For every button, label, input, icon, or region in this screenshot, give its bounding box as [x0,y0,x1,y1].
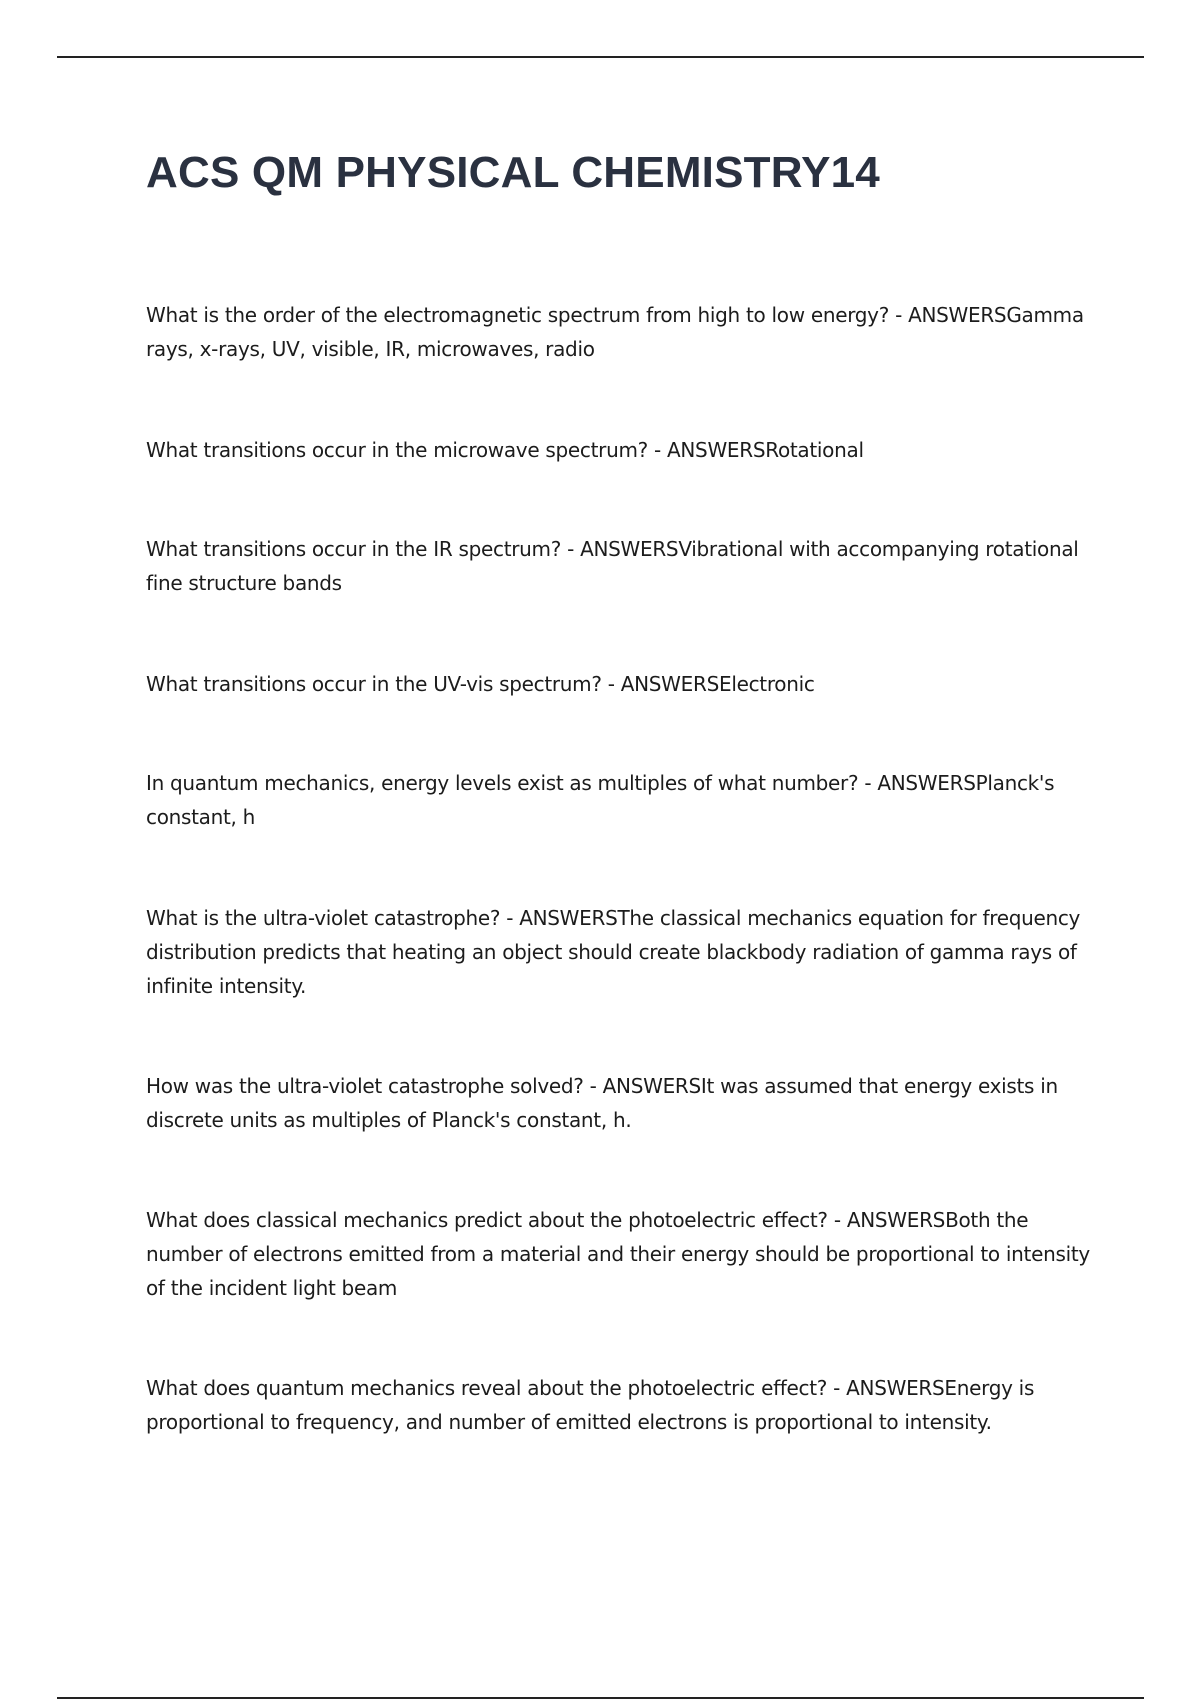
separator: - [889,303,909,327]
answer-text: Planck's constant, h [146,771,1055,829]
answer-text: It was assumed that energy exists in discrete units as multiples of Planck's constant, h. [146,1074,1058,1132]
question-text: What does classical mechanics predict about the photoelectric effect? [146,1208,828,1232]
answer-prefix: ANSWERS [602,1074,701,1098]
qa-entry-4 [146,667,1096,701]
answer-prefix: ANSWERS [846,1376,945,1400]
document-title: ACS QM PHYSICAL CHEMISTRY14 [146,148,880,197]
separator: - [858,771,878,795]
question-text: How was the ultra-violet catastrophe solved? [146,1074,584,1098]
separator: - [601,672,621,696]
answer-prefix: ANSWERS [620,672,719,696]
answer-prefix: ANSWERS [667,438,766,462]
answer-text: Rotational [765,438,864,462]
separator: - [583,1074,603,1098]
question-text: What transitions occur in the microwave spectrum? [146,438,648,462]
qa-entry-5 [146,766,1096,834]
question-text: What does quantum mechanics reveal about the photoelectric effect? [146,1376,828,1400]
answer-text: Energy is proportional to frequency, and number of emitted electrons is proportional to intensity. [146,1376,1035,1434]
answer-prefix: ANSWERS [519,906,618,930]
qa-entry-1 [146,298,1096,366]
qa-entry-7 [146,1069,1096,1137]
qa-entry-9 [146,1371,1096,1439]
top-rule [57,56,1144,58]
qa-entry-8 [146,1203,1096,1305]
question-text: What transitions occur in the IR spectrum? [146,537,562,561]
answer-text: Vibrational with accompanying rotational fine structure bands [146,537,1079,595]
answer-text: The classical mechanics equation for frequency distribution predicts that heating an object should create blackbody radiation of gamma rays of infinite intensity. [146,906,1081,998]
answer-prefix: ANSWERS [908,303,1007,327]
answer-prefix: ANSWERS [580,537,679,561]
answer-text: Both the number of electrons emitted from a material and their energy should be proportional to intensity of the incident light beam [146,1208,1090,1300]
qa-entry-6 [146,901,1096,1003]
separator: - [500,906,520,930]
question-text: What is the ultra-violet catastrophe? [146,906,501,930]
separator: - [827,1376,847,1400]
answer-prefix: ANSWERS [877,771,976,795]
question-text: What is the order of the electromagnetic spectrum from high to low energy? [146,303,890,327]
separator: - [647,438,667,462]
separator: - [827,1208,847,1232]
answer-text: Electronic [718,672,815,696]
question-text: What transitions occur in the UV-vis spectrum? [146,672,602,696]
answer-text: Gamma rays, x-rays, UV, visible, IR, microwaves, radio [146,303,1084,361]
qa-entry-2 [146,433,1096,467]
bottom-rule [57,1697,1144,1699]
qa-entry-3 [146,532,1096,600]
separator: - [561,537,581,561]
answer-prefix: ANSWERS [846,1208,946,1232]
question-text: In quantum mechanics, energy levels exist as multiples of what number? [146,771,859,795]
